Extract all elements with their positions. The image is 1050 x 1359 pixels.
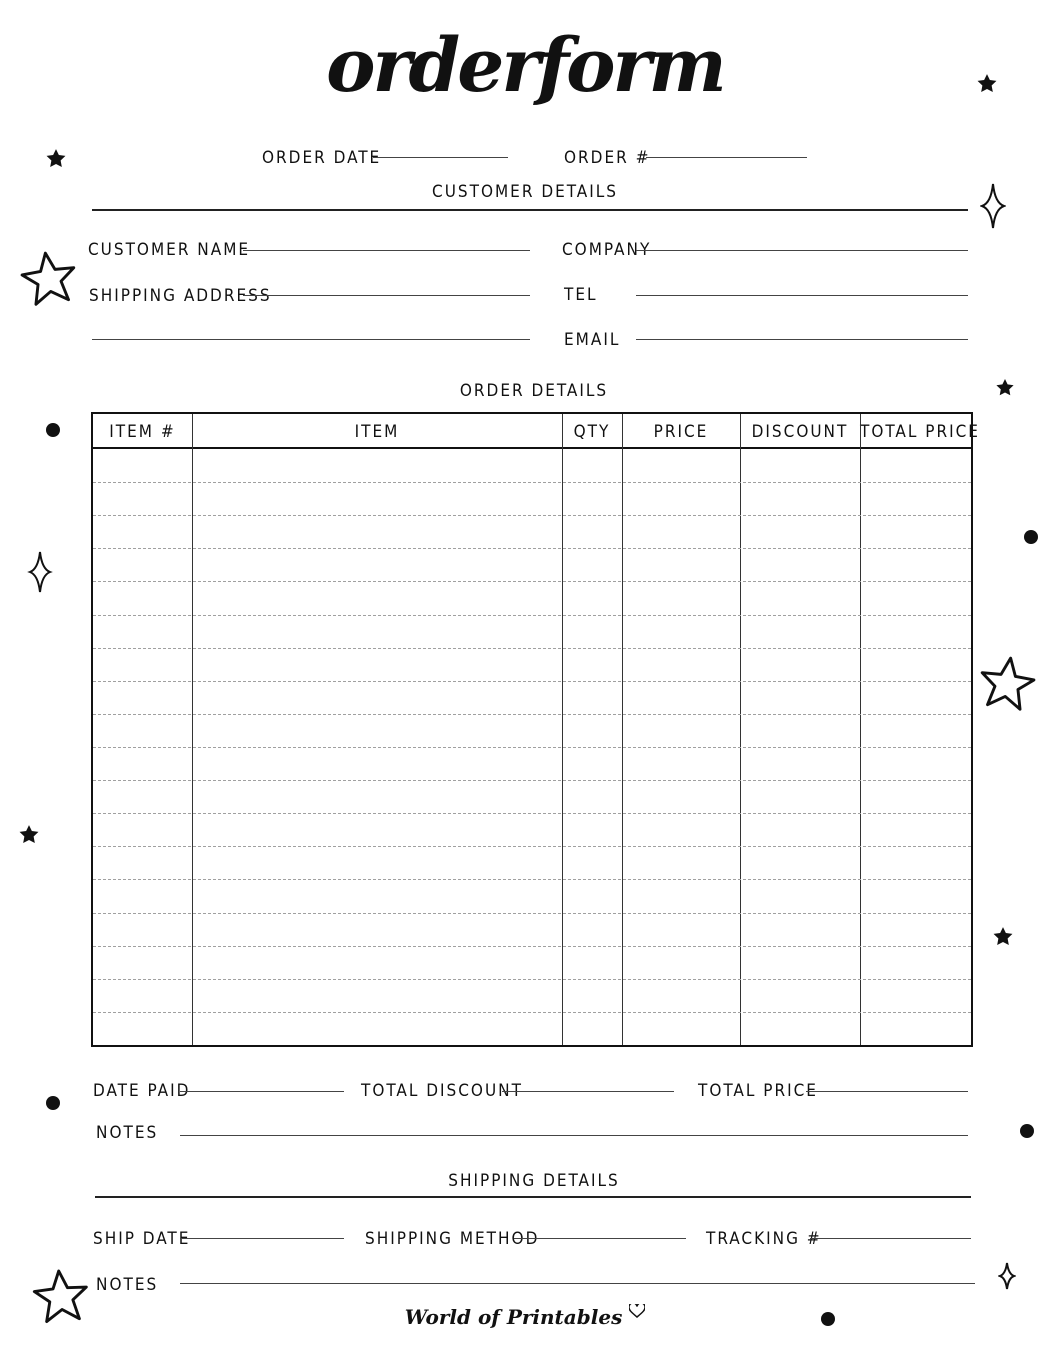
star-icon <box>995 378 1015 398</box>
dot-icon <box>46 423 60 437</box>
brand-name: World of Printables <box>404 1305 623 1329</box>
sparkle-icon <box>998 1261 1016 1291</box>
shipping-method-field[interactable] <box>514 1238 686 1239</box>
email-label: EMAIL <box>564 330 621 350</box>
total-discount-label: TOTAL DISCOUNT <box>361 1081 523 1101</box>
company-field[interactable] <box>636 250 968 251</box>
star-outline-icon <box>32 1268 90 1326</box>
shipping-heading-rule <box>95 1196 971 1198</box>
customer-name-field[interactable] <box>243 250 530 251</box>
column-divider <box>740 414 741 1045</box>
table-row-divider <box>93 813 971 814</box>
dot-icon <box>1024 530 1038 544</box>
order-items-table <box>91 412 980 1047</box>
notes-label: NOTES <box>96 1123 159 1143</box>
column-header-item: ITEM <box>354 422 400 442</box>
customer-heading-rule <box>92 209 968 211</box>
customer-details-heading: CUSTOMER DETAILS <box>432 182 618 202</box>
table-row-divider <box>93 515 971 516</box>
shipping-notes-field[interactable] <box>180 1283 975 1284</box>
column-header-discount: DISCOUNT <box>751 422 849 442</box>
sparkle-icon <box>27 550 53 594</box>
shipping-notes-label: NOTES <box>96 1275 159 1295</box>
ship-date-label: SHIP DATE <box>93 1229 191 1249</box>
shipping-details-heading: SHIPPING DETAILS <box>448 1171 620 1191</box>
total-price-label: TOTAL PRICE <box>698 1081 818 1101</box>
star-icon <box>45 148 67 170</box>
table-row-divider <box>93 846 971 847</box>
dot-icon <box>46 1096 60 1110</box>
table-row-divider <box>93 548 971 549</box>
company-label: COMPANY <box>562 240 652 260</box>
order-date-field[interactable] <box>373 157 508 158</box>
table-row-divider <box>93 747 971 748</box>
heart-icon <box>629 1304 645 1318</box>
column-divider <box>192 414 193 1045</box>
tracking-number-field[interactable] <box>810 1238 971 1239</box>
order-number-field[interactable] <box>646 157 807 158</box>
sparkle-icon <box>980 182 1006 230</box>
column-header-price: PRICE <box>653 422 709 442</box>
order-details-heading: ORDER DETAILS <box>459 381 609 401</box>
table-row-divider <box>93 979 971 980</box>
star-outline-icon <box>20 250 78 308</box>
dot-icon <box>821 1312 835 1326</box>
email-field[interactable] <box>636 339 968 340</box>
column-header-total-price: TOTAL PRICE <box>860 422 980 442</box>
star-icon <box>18 824 40 846</box>
star-icon <box>976 73 998 95</box>
star-icon <box>992 926 1014 948</box>
total-price-field[interactable] <box>806 1091 968 1092</box>
table-row-divider <box>93 879 971 880</box>
column-divider <box>622 414 623 1045</box>
ship-date-field[interactable] <box>180 1238 344 1239</box>
tel-label: TEL <box>564 285 598 305</box>
table-row-divider <box>93 946 971 947</box>
star-outline-icon <box>978 655 1036 713</box>
dot-icon <box>1020 1124 1034 1138</box>
table-row-divider <box>93 780 971 781</box>
table-row-divider <box>93 913 971 914</box>
column-divider <box>562 414 563 1045</box>
form-title: orderform <box>326 23 724 109</box>
table-row-divider <box>93 648 971 649</box>
table-row-divider <box>93 581 971 582</box>
table-row-divider <box>93 482 971 483</box>
customer-name-label: CUSTOMER NAME <box>88 240 251 260</box>
table-header <box>93 414 980 449</box>
date-paid-field[interactable] <box>180 1091 344 1092</box>
tracking-number-label: TRACKING # <box>706 1229 822 1249</box>
total-discount-field[interactable] <box>502 1091 674 1092</box>
tel-field[interactable] <box>636 295 968 296</box>
column-header-qty: QTY <box>573 422 611 442</box>
shipping-method-label: SHIPPING METHOD <box>365 1229 540 1249</box>
table-row-divider <box>93 615 971 616</box>
footer-brand <box>0 1302 1050 1332</box>
column-divider <box>860 414 861 1045</box>
order-number-label: ORDER # <box>564 148 651 168</box>
table-row-divider <box>93 714 971 715</box>
shipping-address-field[interactable] <box>243 295 530 296</box>
shipping-address-label: SHIPPING ADDRESS <box>89 286 272 306</box>
notes-field[interactable] <box>180 1135 968 1136</box>
column-header-item-number: ITEM # <box>109 422 176 442</box>
date-paid-label: DATE PAID <box>93 1081 191 1101</box>
shipping-address-field-line-2[interactable] <box>92 339 530 340</box>
table-row-divider <box>93 681 971 682</box>
order-date-label: ORDER DATE <box>262 148 382 168</box>
table-row-divider <box>93 1012 971 1013</box>
